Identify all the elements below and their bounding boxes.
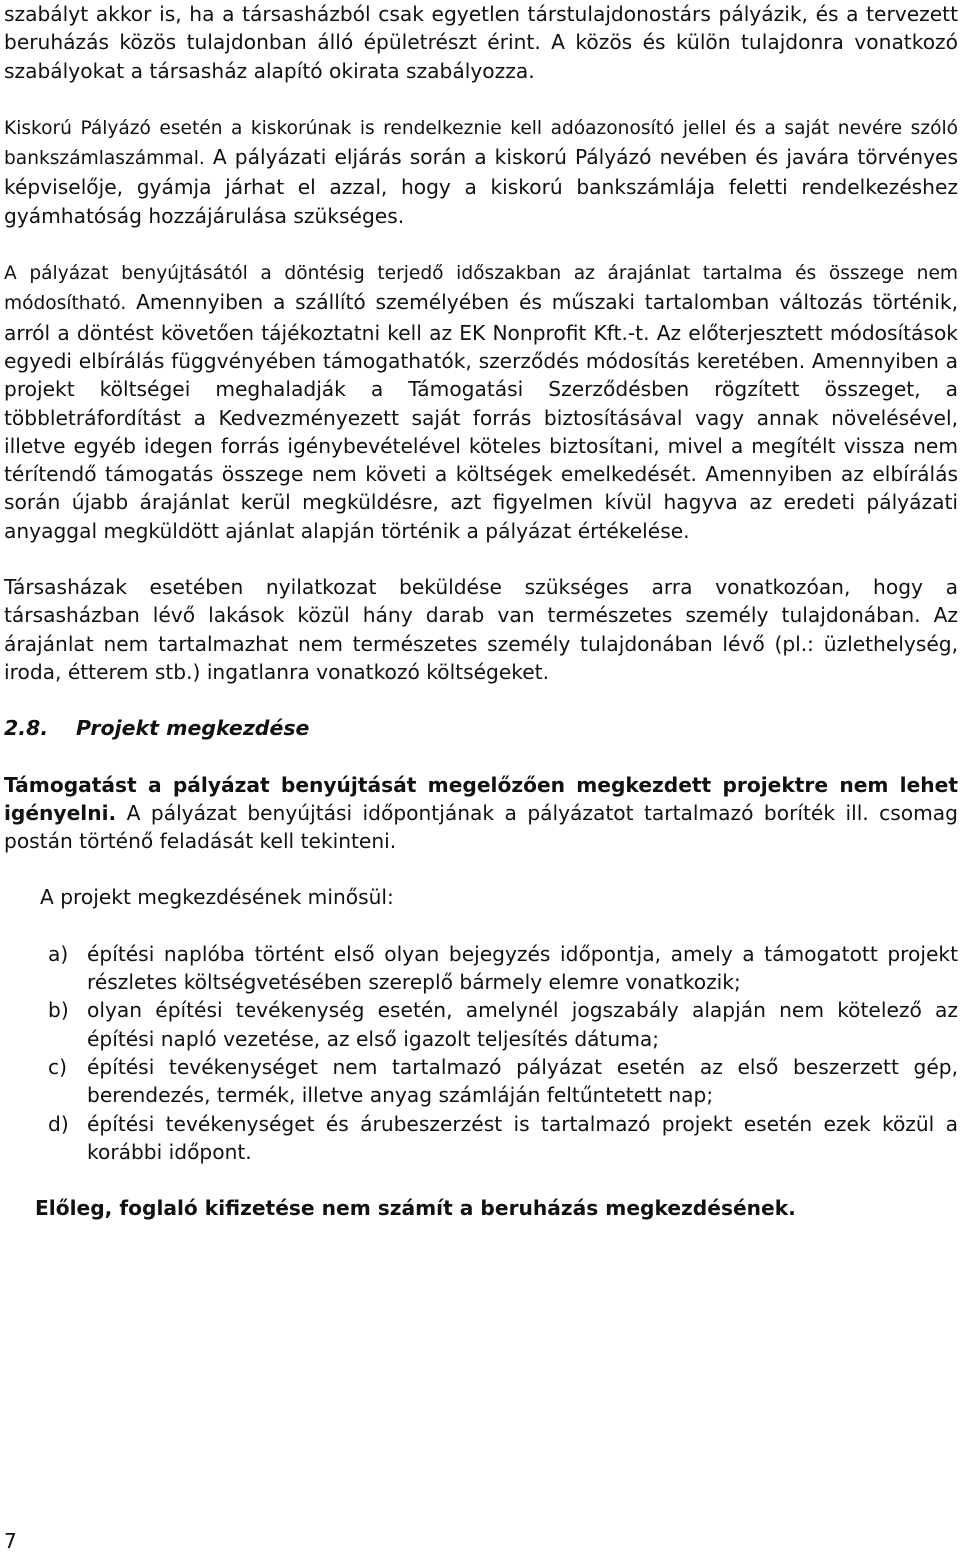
spacer xyxy=(4,686,958,714)
section-heading xyxy=(4,714,958,742)
list-item-marker: a) xyxy=(48,941,69,966)
paragraph-condominium-rules: szabályt akkor is, ha a társasházból csak egyetlen társtulajdonostárs pályázik, és a tervezett beruházás közös tulajdonban álló épületrészt érint. A közös és külön tulajdonra vonatkozó szabályokat a társasház alapító okirata szabályozza. xyxy=(4,2,958,83)
list-item xyxy=(4,1053,958,1110)
list-item xyxy=(4,940,958,997)
list-item-marker: b) xyxy=(48,998,69,1023)
list-item-marker: c) xyxy=(48,1054,67,1079)
spacer xyxy=(4,85,958,113)
paragraph-condominium-statement: Társasházak esetében nyilatkozat beküldése szükséges arra vonatkozóan, hogy a társasházban lévő lakások közül hány darab van természetes személy tulajdonában. Az árajánlat nem tartalmazhat nem természetes személy tulajdonában lévő (pl.: üzlethelység, iroda, étterem stb.) ingatlanra vonatkozó költségeket. xyxy=(4,575,958,684)
paragraph-minor-applicant xyxy=(4,113,958,230)
list-item-marker: d) xyxy=(48,1111,69,1136)
list-item-text: építési tevékenységet nem tartalmazó pályázat esetén az első beszerzett gép, berendezés, termék, illetve anyag számláján feltűntetett nap; xyxy=(87,1054,958,1108)
section-number: 2.8. xyxy=(4,716,49,741)
spacer xyxy=(4,1166,958,1194)
spacer xyxy=(4,855,958,883)
paragraph-minor-applicant-lead: Kiskorú Pályázó esetén a kiskorúnak is rendelkeznie kell adóazonosító jellel és a saját nevére szóló bankszámlaszámmal. xyxy=(4,117,958,170)
closing-statement: Előleg, foglaló kifizetése nem számít a beruházás megkezdésének. xyxy=(35,1196,796,1221)
list-item-text: olyan építési tevékenység esetén, amelynél jogszabály alapján nem kötelező az építési napló vezetése, az első igazolt teljesítés dátuma; xyxy=(87,998,958,1051)
page-number: 7 xyxy=(4,1529,17,1553)
paragraph-quote-modification-lead: A pályázat benyújtásától a döntésig terjedő időszakban az árajánlat tartalma és összege nem módosítható. xyxy=(4,263,958,315)
paragraph-project-start-rule xyxy=(4,771,958,856)
paragraph-quote-modification-rest: Amennyiben a szállító személyében és műszaki tartalomban változás történik, arról a döntést követően tájékoztatni kell az EK Nonprofit Kft.-t. Az előterjesztett módosítások egyedi elbírálás függvényében támogathatók, szerződés módosítás keretében. Amennyiben a projekt költségei meghaladják a Támogatási Szerződésben rögzített összeget, a többletráfordítást a Kedvezményezett saját forrás biztosításával vagy annak növelésével, illetve egyéb idegen forrás igénybevételével köteles biztosítani, mivel a megítélt vissza nem térítendő támogatás összege nem követi a költségek emelkedését. Amennyiben az elbírálás során újabb árajánlat kerül megküldésre, azt figyelmen kívül hagyva az eredeti pályázati anyaggal megküldött ajánlat alapján történik a pályázat értékelése. xyxy=(4,290,958,543)
section-title: Projekt megkezdése xyxy=(76,716,310,741)
list-item-text: építési tevékenységet és árubeszerzést is tartalmazó projekt esetén ezek közül a korábbi időpont. xyxy=(87,1111,958,1164)
paragraph-project-start-rule-rest: A pályázat benyújtási időpontjának a pályázatot tartalmazó boríték ill. csomag postán történő feladását kell tekinteni. xyxy=(4,800,958,854)
list-intro: A projekt megkezdésének minősül: xyxy=(40,885,394,910)
document-page xyxy=(4,0,958,1222)
list-item-text: építési naplóba történt első olyan bejegyzés időpontja, amely a támogatott projekt részletes költségvetésében szereplő bármely elemre vonatkozik; xyxy=(87,941,958,995)
list-item xyxy=(4,996,958,1053)
paragraph-minor-applicant-rest: A pályázati eljárás során a kiskorú Pályázó nevében és javára törvényes képviselője, gyámja járhat el azzal, hogy a kiskorú bankszámlája feletti rendelkezéshez gyámhatóság hozzájárulása szükséges. xyxy=(4,145,958,228)
list-item xyxy=(4,1110,958,1167)
paragraph-project-start-rule-bold: Támogatást a pályázat benyújtását megelőzően megkezdett projektre nem lehet igényelni. xyxy=(4,772,958,825)
paragraph-quote-modification xyxy=(4,258,958,545)
spacer xyxy=(4,743,958,771)
spacer xyxy=(4,545,958,573)
spacer xyxy=(4,912,958,940)
spacer xyxy=(4,230,958,258)
project-start-criteria-list xyxy=(4,940,958,1166)
